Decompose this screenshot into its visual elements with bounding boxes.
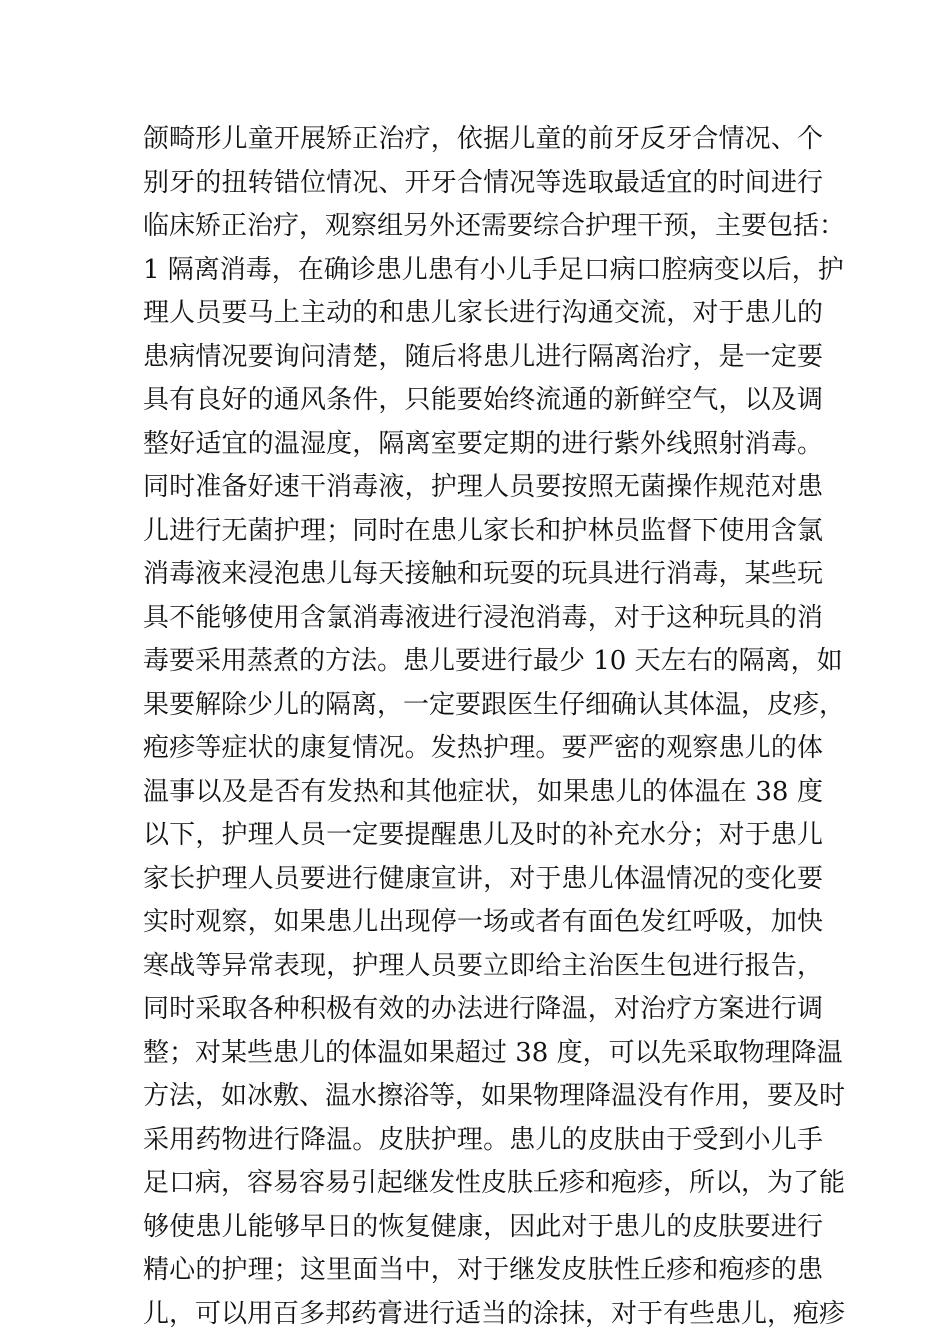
text-line: 1 隔离消毒，在确诊患儿患有小儿手足口病口腔病变以后，护 — [143, 254, 844, 285]
text-line: 同时采取各种积极有效的办法进行降温，对治疗方案进行调 — [143, 994, 823, 1024]
text-line: 临床矫正治疗，观察组另外还需要综合护理干预，主要包括： — [143, 211, 846, 241]
text-line: 儿，可以用百多邦药膏进行适当的涂抹，对于有些患儿，疱疹 — [143, 1298, 846, 1329]
text-line: 疱疹等症状的康复情况。发热护理。要严密的观察患儿的体 — [143, 733, 823, 763]
text-line: 方法，如冰敷、温水擦浴等，如果物理降温没有作用，要及时 — [143, 1081, 846, 1111]
text-line: 果要解除少儿的隔离，一定要跟医生仔细确认其体温，皮疹， — [143, 689, 846, 720]
text-line: 患病情况要询问清楚，随后将患儿进行隔离治疗，是一定要 — [143, 341, 823, 372]
text-line: 理人员要马上主动的和患儿家长进行沟通交流，对于患儿的 — [143, 298, 823, 328]
text-line: 整；对某些患儿的体温如果超过 38 度，可以先采取物理降温 — [143, 1037, 843, 1068]
text-line: 温事以及是否有发热和其他症状，如果患儿的体温在 38 度 — [143, 776, 823, 807]
text-line: 消毒液来浸泡患儿每天接触和玩耍的玩具进行消毒，某些玩 — [143, 559, 823, 589]
text-line: 具不能够使用含氯消毒液进行浸泡消毒，对于这种玩具的消 — [143, 602, 823, 633]
text-line: 实时观察，如果患儿出现停一场或者有面色发红呼吸，加快 — [143, 907, 823, 937]
text-line: 寒战等异常表现，护理人员要立即给主治医生包进行报告， — [143, 950, 823, 981]
body-text — [143, 118, 846, 1336]
text-line: 颌畸形儿童开展矫正治疗，依据儿童的前牙反牙合情况、个 — [143, 124, 823, 154]
text-line: 毒要采用蒸煮的方法。患儿要进行最少 10 天左右的隔离，如 — [143, 646, 843, 676]
text-line: 采用药物进行降温。皮肤护理。患儿的皮肤由于受到小儿手 — [143, 1124, 823, 1155]
text-line: 足口病，容易容易引起继发性皮肤丘疹和疱疹，所以，为了能 — [143, 1168, 846, 1198]
text-line: 具有良好的通风条件，只能要始终流通的新鲜空气，以及调 — [143, 385, 823, 415]
text-line: 以下，护理人员一定要提醒患儿及时的补充水分；对于患儿 — [143, 820, 823, 850]
text-line: 家长护理人员要进行健康宣讲，对于患儿体温情况的变化要 — [143, 863, 823, 894]
text-line: 别牙的扭转错位情况、开牙合情况等选取最适宜的时间进行 — [143, 167, 823, 198]
text-line: 精心的护理；这里面当中，对于继发皮肤性丘疹和疱疹的患 — [143, 1255, 823, 1285]
text-line: 儿进行无菌护理；同时在患儿家长和护林员监督下使用含氯 — [143, 515, 823, 546]
text-line: 同时准备好速干消毒液，护理人员要按照无菌操作规范对患 — [143, 472, 823, 502]
text-line: 够使患儿能够早日的恢复健康，因此对于患儿的皮肤要进行 — [143, 1211, 823, 1242]
text-line: 整好适宜的温湿度，隔离室要定期的进行紫外线照射消毒。 — [143, 428, 823, 459]
